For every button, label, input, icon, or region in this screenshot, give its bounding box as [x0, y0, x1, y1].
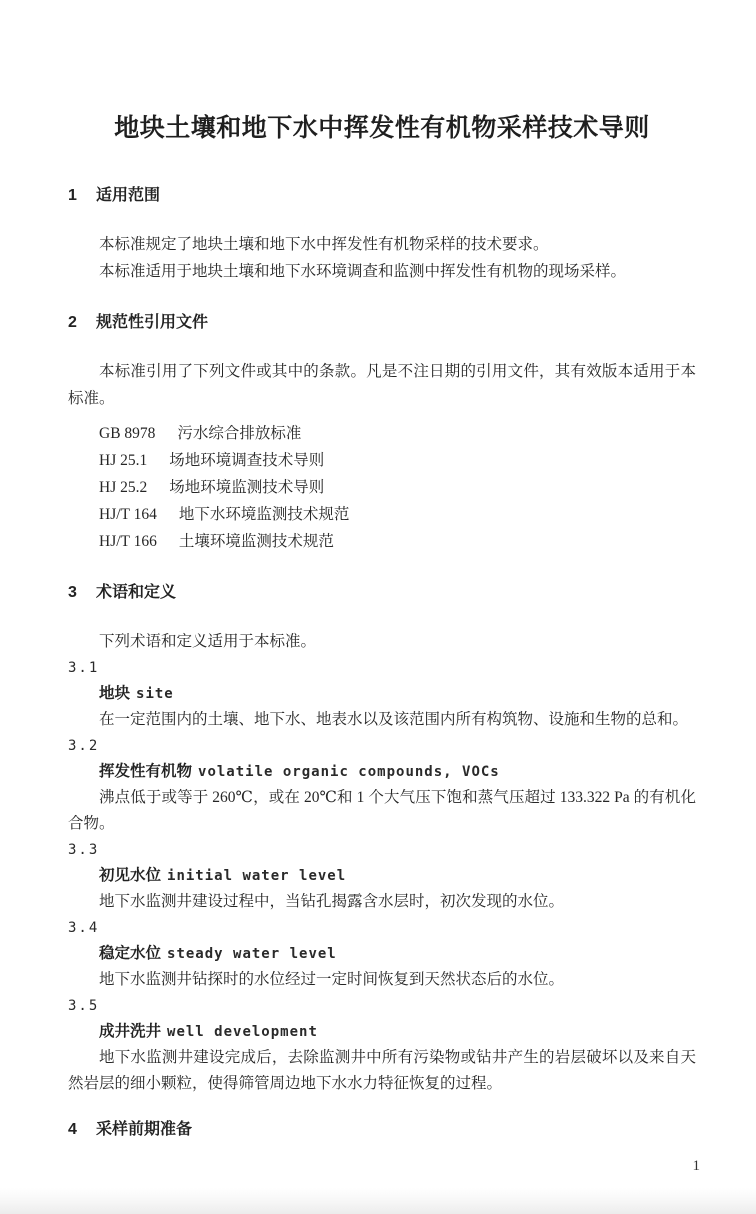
term-definition: 地下水监测井建设完成后，去除监测井中所有污染物或钻井产生的岩层破坏以及来自天然岩层的细小颗粒，使得筛管周边地下水水力特征恢复的过程。: [68, 1049, 696, 1092]
term-name: [68, 941, 696, 967]
term-definition: 在一定范围内的土壤、地下水、地表水以及该范围内所有构筑物、设施和生物的总和。: [99, 711, 689, 728]
term-entry: [68, 733, 696, 837]
term-entry: [68, 993, 696, 1097]
term-number: 3.4: [68, 920, 100, 936]
section-1-heading: [68, 185, 696, 207]
term-number: 3.5: [68, 998, 100, 1014]
term-chinese: 挥发性有机物: [99, 763, 193, 780]
reference-code: HJ/T 166: [99, 533, 157, 550]
reference-item: [68, 447, 696, 474]
term-number: 3.1: [68, 660, 100, 676]
section-4-number: 4: [68, 1121, 77, 1138]
term-english: initial water level: [167, 868, 347, 884]
term-chinese: 稳定水位: [99, 945, 162, 962]
term-english: steady water level: [167, 946, 337, 962]
section-3-number: 3: [68, 584, 77, 601]
section-3-heading: [68, 582, 696, 604]
reference-item: [68, 528, 696, 555]
section-3-title: 术语和定义: [96, 584, 177, 601]
term-definition: 地下水监测井钻探时的水位经过一定时间恢复到天然状态后的水位。: [99, 971, 565, 988]
section-1-paragraph-2: 本标准适用于地块土壤和地下水环境调查和监测中挥发性有机物的现场采样。: [99, 263, 627, 280]
term-name: [68, 759, 696, 785]
term-number: 3.3: [68, 842, 100, 858]
term-entry: [68, 837, 696, 915]
section-2-title: 规范性引用文件: [96, 314, 209, 331]
term-definition: 沸点低于或等于 260℃，或在 20℃和 1 个大气压下饱和蒸气压超过 133.322 Pa 的有机化合物。: [68, 789, 696, 832]
page-number: 1: [692, 1158, 700, 1174]
reference-item: [68, 501, 696, 528]
reference-list: [68, 420, 696, 555]
reference-code: HJ 25.2: [99, 479, 148, 496]
reference-title: 场地环境调查技术导则: [169, 452, 325, 469]
terms-list: [68, 655, 696, 1097]
section-1-title: 适用范围: [96, 187, 161, 204]
reference-title: 场地环境监测技术导则: [169, 479, 325, 496]
section-4-title: 采样前期准备: [96, 1121, 193, 1138]
section-1-number: 1: [68, 187, 77, 204]
section-2-number: 2: [68, 314, 77, 331]
term-english: volatile organic compounds, VOCs: [198, 764, 500, 780]
reference-title: 地下水环境监测技术规范: [178, 506, 350, 523]
section-2-heading: [68, 312, 696, 334]
term-english: site: [136, 686, 174, 702]
section-3-intro: 下列术语和定义适用于本标准。: [99, 633, 317, 650]
reference-title: 土壤环境监测技术规范: [178, 533, 334, 550]
term-chinese: 地块: [99, 685, 131, 702]
term-entry: [68, 655, 696, 733]
reference-code: HJ 25.1: [99, 452, 148, 469]
reference-item: [68, 420, 696, 447]
page-bottom-shadow: [0, 1188, 756, 1214]
document-title: 地块土壤和地下水中挥发性有机物采样技术导则: [114, 114, 650, 142]
term-name: [68, 863, 696, 889]
term-chinese: 初见水位: [99, 867, 162, 884]
section-1-paragraph-1: 本标准规定了地块土壤和地下水中挥发性有机物采样的技术要求。: [99, 236, 549, 253]
term-entry: [68, 915, 696, 993]
section-4-heading: [68, 1119, 696, 1141]
section-2-paragraph-1: 本标准引用了下列文件或其中的条款。凡是不注日期的引用文件，其有效版本适用于本标准。: [68, 363, 696, 407]
term-definition: 地下水监测井建设过程中，当钻孔揭露含水层时，初次发现的水位。: [99, 893, 565, 910]
term-chinese: 成井洗井: [99, 1023, 162, 1040]
reference-title: 污水综合排放标准: [177, 425, 302, 442]
term-name: [68, 1019, 696, 1045]
term-number: 3.2: [68, 738, 100, 754]
term-name: [68, 681, 696, 707]
term-english: well development: [167, 1024, 318, 1040]
reference-item: [68, 474, 696, 501]
reference-code: GB 8978: [99, 425, 156, 442]
reference-code: HJ/T 164: [99, 506, 157, 523]
